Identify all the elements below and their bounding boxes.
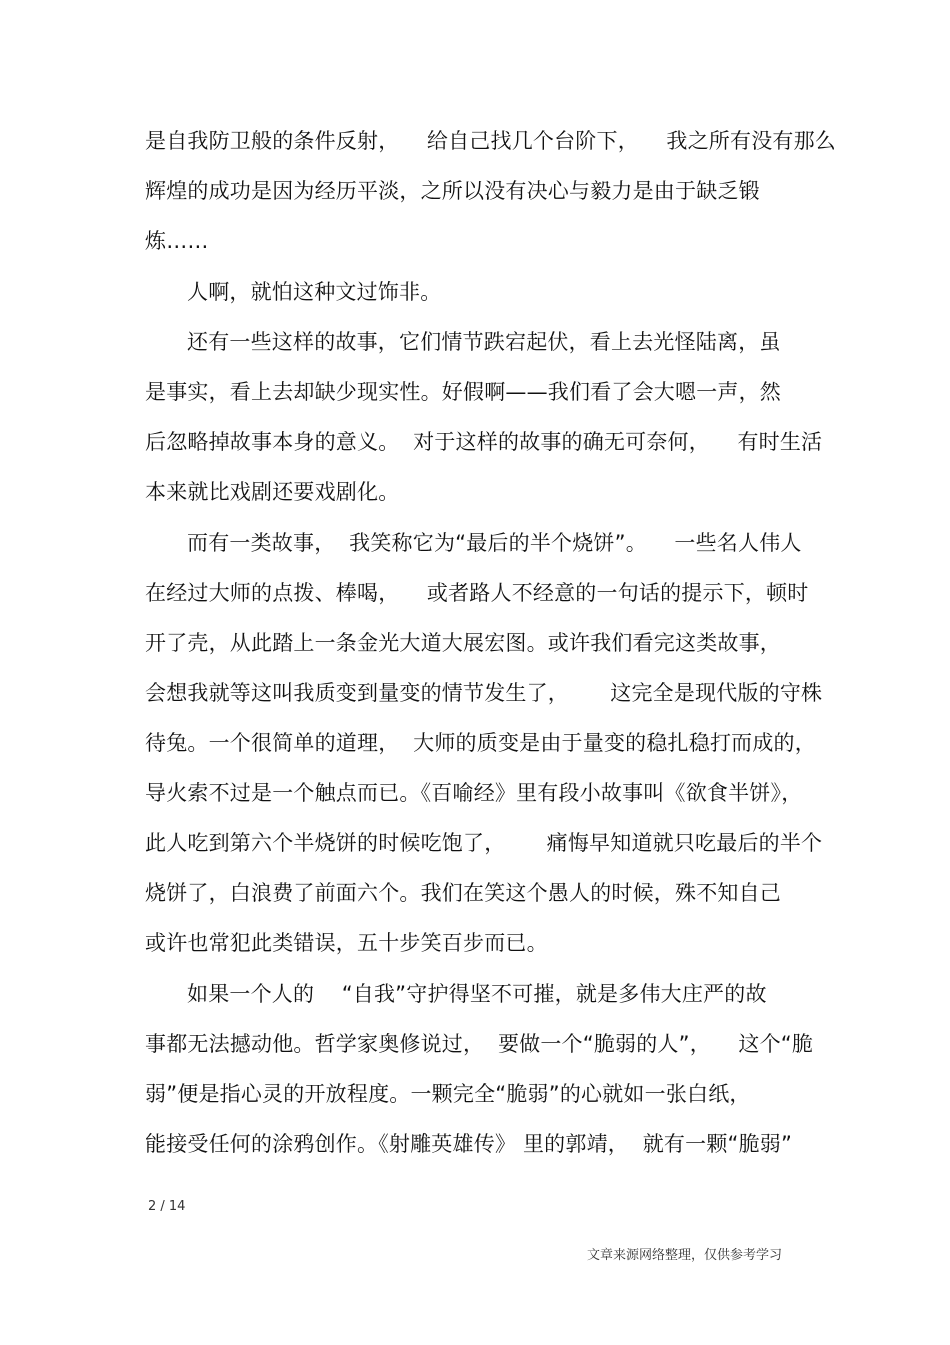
text-line: 待兔。一个很简单的道理， 大师的质变是由于量变的稳扎稳打而成的， xyxy=(145,731,816,755)
text-line: 在经过大师的点拨、棒喝， 或者路人不经意的一句话的提示下，顿时 xyxy=(145,581,809,605)
text-line: 导火索不过是一个触点而已。《百喻经》里有段小故事叫《欲食半饼》， xyxy=(145,781,803,805)
paragraph-start-line: 如果一个人的 “自我”守护得坚不可摧，就是多伟大庄严的故 xyxy=(187,982,767,1006)
paragraph-start-line: 人啊，就怕这种文过饰非。 xyxy=(187,280,442,304)
text-line: 烧饼了，白浪费了前面六个。我们在笑这个愚人的时候，殊不知自己 xyxy=(145,881,781,905)
text-line: 事都无法撼动他。哲学家奥修说过， 要做一个“脆弱的人”， 这个“脆 xyxy=(145,1032,814,1056)
text-line: 本来就比戏剧还要戏剧化。 xyxy=(145,480,400,504)
footer-note: 文章来源网络整理，仅供参考学习 xyxy=(586,1248,782,1263)
paragraph-start-line: 而有一类故事， 我笑称它为“最后的半个烧饼”。 一些名人伟人 xyxy=(187,531,802,555)
text-line: 开了壳，从此踏上一条金光大道大展宏图。或许我们看完这类故事， xyxy=(145,631,781,655)
text-line: 弱”便是指心灵的开放程度。一颗完全“脆弱”的心就如一张白纸， xyxy=(145,1082,751,1106)
text-line: 后忽略掉故事本身的意义。 对于这样的故事的确无可奈何， 有时生活 xyxy=(145,430,823,454)
text-line: 能接受任何的涂鸦创作。《射雕英雄传》 里的郭靖， 就有一颗“脆弱” xyxy=(145,1132,793,1156)
text-line: 会想我就等这叫我质变到量变的情节发生了， 这完全是现代版的守株 xyxy=(145,681,823,705)
text-line: 此人吃到第六个半烧饼的时候吃饱了， 痛悔早知道就只吃最后的半个 xyxy=(145,831,823,855)
text-line: 或许也常犯此类错误，五十步笑百步而已。 xyxy=(145,931,548,955)
text-line: 辉煌的成功是因为经历平淡，之所以没有决心与毅力是由于缺乏锻 xyxy=(145,179,760,203)
text-line: 是事实，看上去却缺少现实性。好假啊——我们看了会大嗯一声，然 xyxy=(145,380,781,404)
text-line: 炼…… xyxy=(145,229,209,253)
page-number: 2 / 14 xyxy=(148,1199,186,1214)
paragraph-start-line: 还有一些这样的故事，它们情节跌宕起伏，看上去光怪陆离，虽 xyxy=(187,330,781,354)
text-line: 是自我防卫般的条件反射， 给自己找几个台阶下， 我之所有没有那么 xyxy=(145,129,836,153)
